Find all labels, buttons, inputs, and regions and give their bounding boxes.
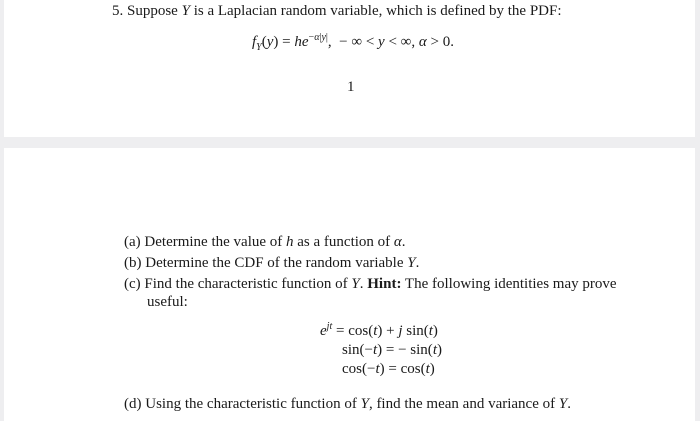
identity-euler: $e^{jt} = \cos(t) + j$ sin(t) (320, 321, 438, 339)
page-1 (4, 0, 695, 137)
identity-cosine: cos(−t) = cos(t) (342, 361, 435, 377)
page-2 (4, 148, 695, 421)
part-d: (d) Using the characteristic function of Y, find the mean and variance of Y. (124, 396, 571, 412)
part-d-label: (d) (124, 396, 142, 412)
problem-intro: 5. Suppose Y is a Laplacian random variable, which is defined by the PDF: (112, 3, 562, 19)
part-a: (a) Determine the value of h as a function of α. (124, 234, 406, 250)
page-number: 1 (347, 79, 355, 95)
part-c-line-2: useful: (147, 294, 188, 310)
part-b: (b) Determine the CDF of the random variable Y. (124, 255, 420, 271)
part-c-label: (c) (124, 276, 141, 292)
part-c-line-1: (c) Find the characteristic function of Y. Hint: The following identities may prove (124, 276, 617, 292)
pdf-equation: $f_Y(y) = he^{-\alpha|y|}$, − ∞ < y < ∞, α > 0. (252, 32, 454, 53)
identity-sine: sin(−t) = − sin(t) (342, 342, 442, 358)
part-a-label: (a) (124, 234, 141, 250)
part-b-label: (b) (124, 255, 142, 271)
